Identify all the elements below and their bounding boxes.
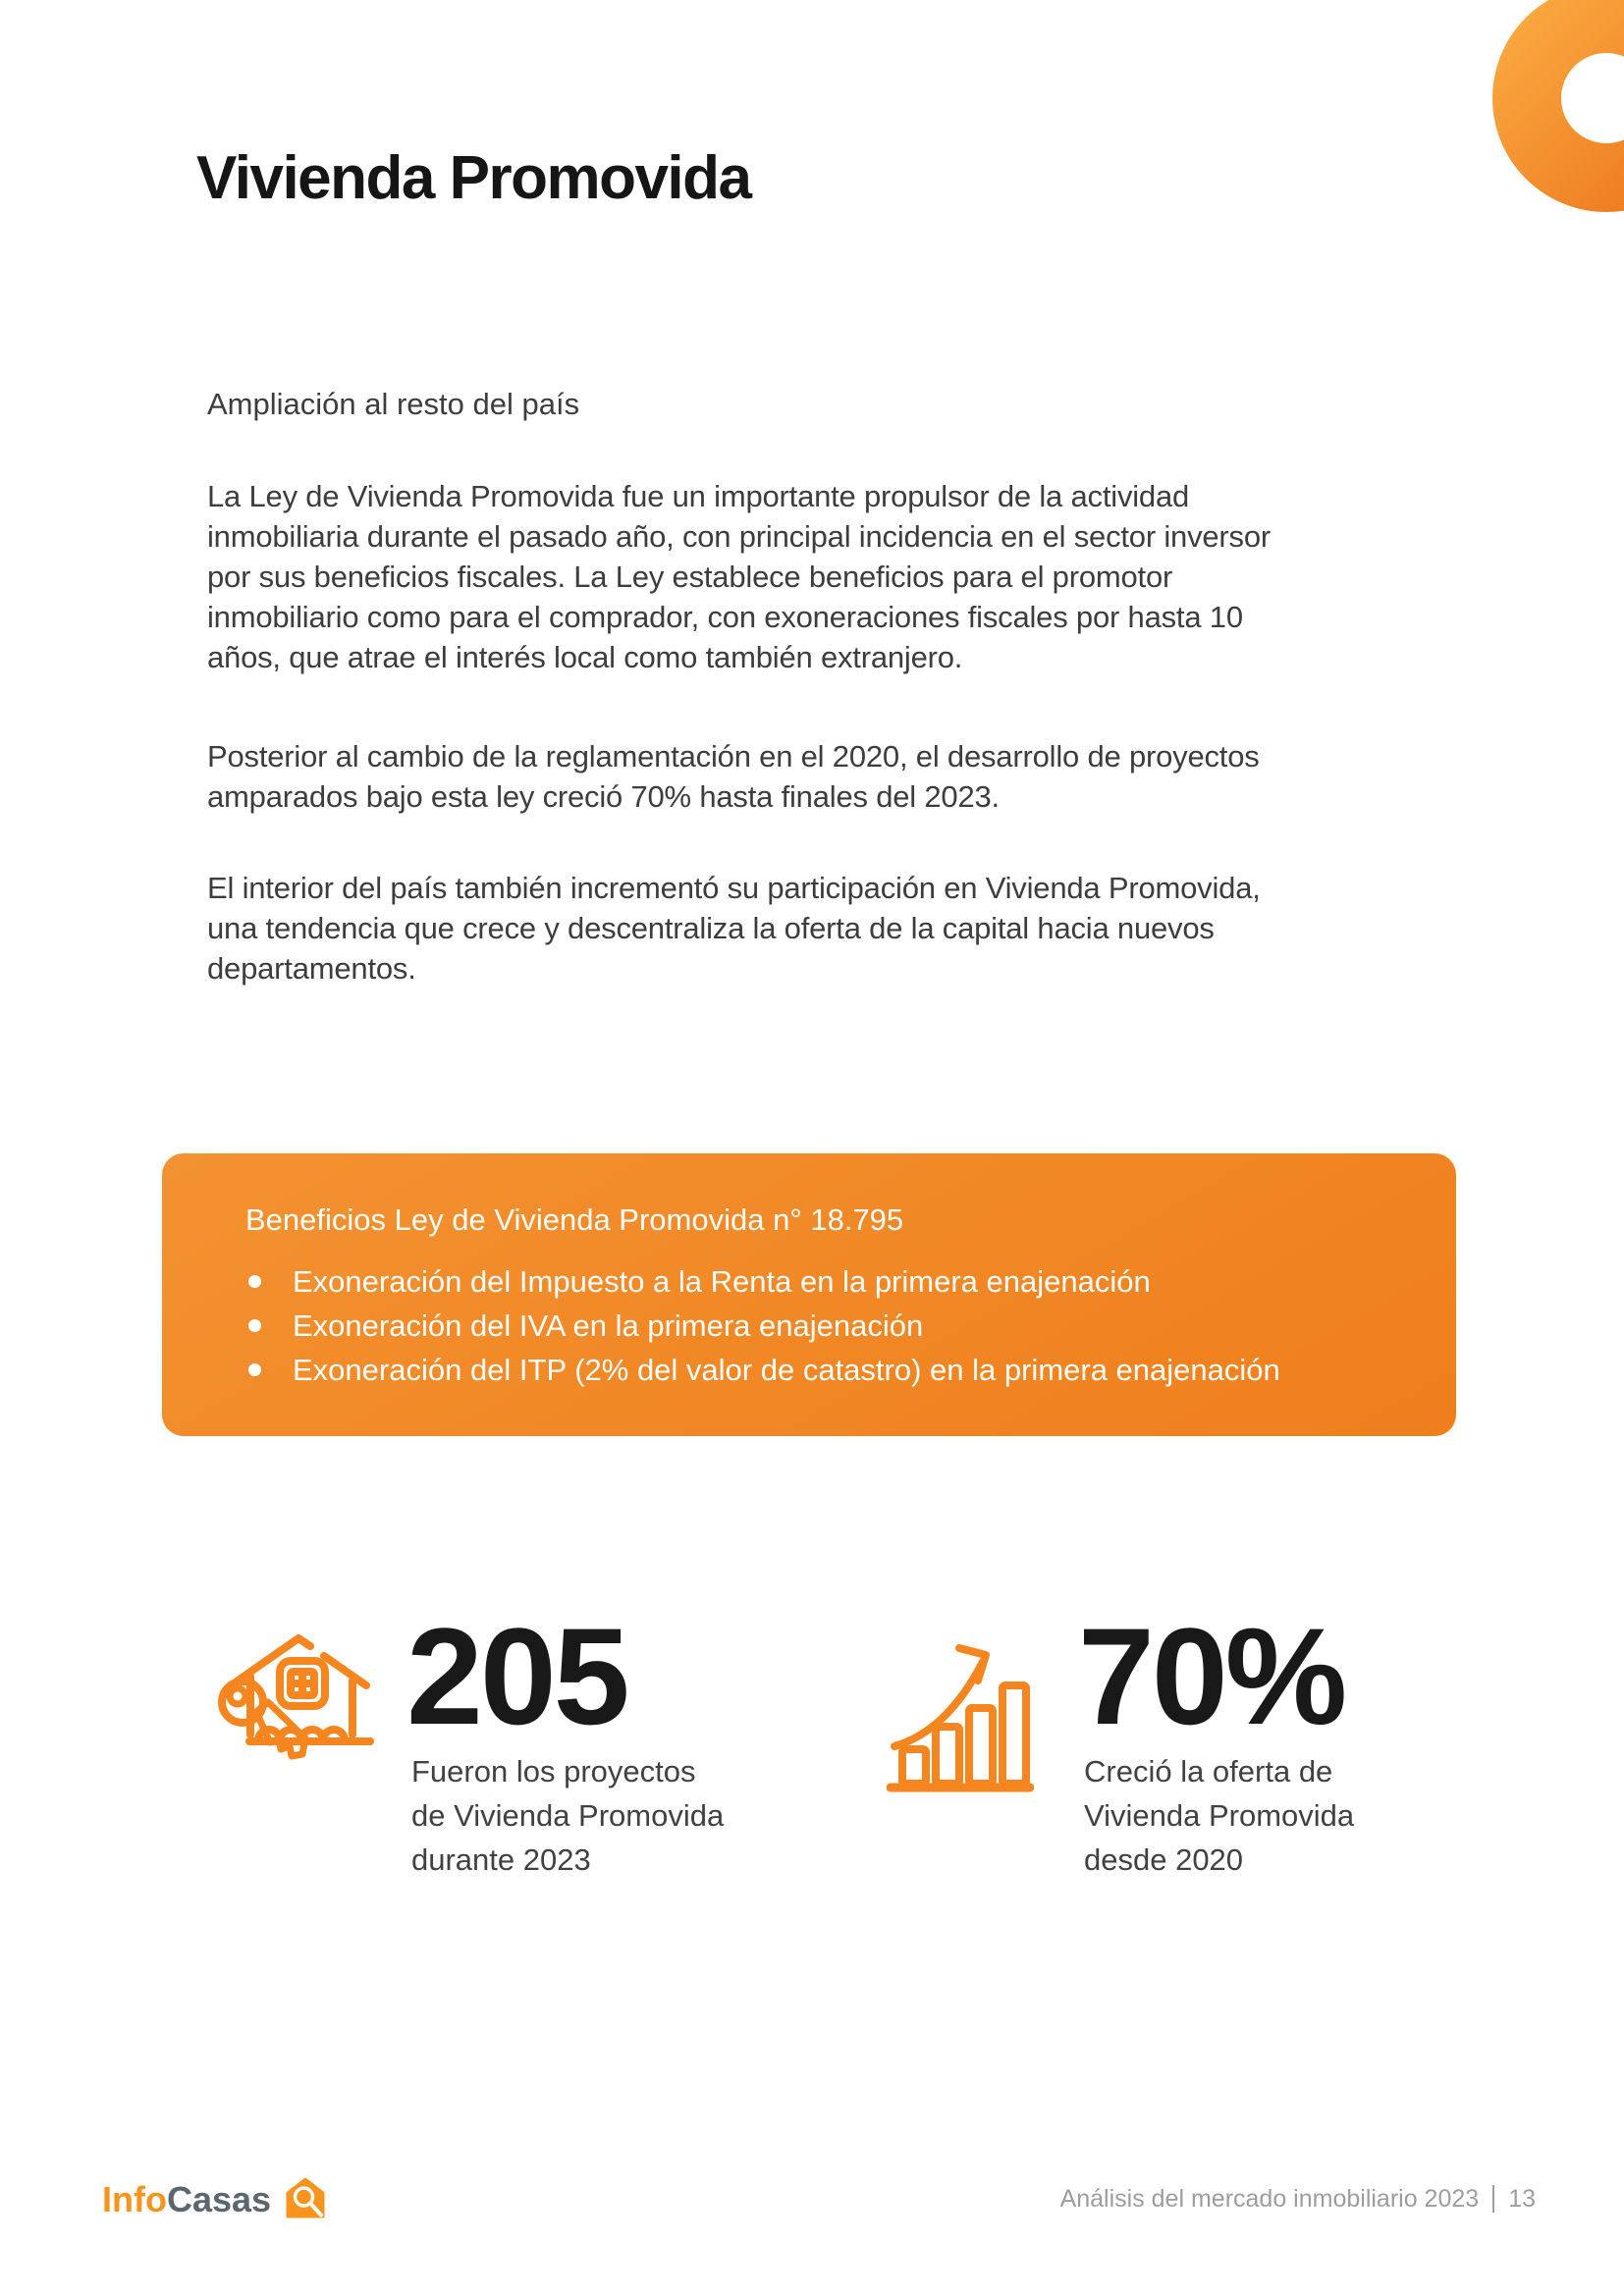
benefit-item-label: Exoneración del IVA en la primera enajenación [293, 1308, 924, 1343]
stat-caption-projects [411, 1749, 724, 1882]
stat-caption-line: de Vivienda Promovida [411, 1798, 725, 1833]
paragraph [207, 868, 1261, 988]
paragraph-line: La Ley de Vivienda Promovida fue un importante propulsor de la actividad [207, 479, 1190, 513]
footer-page-info [1060, 2185, 1536, 2214]
paragraph-line: una tendencia que crece y descentraliza la oferta de la capital hacia nuevos [207, 911, 1215, 945]
benefit-item [248, 1348, 1280, 1392]
stat-value-growth: 70% [1078, 1599, 1345, 1753]
benefit-item-label: Exoneración del Impuesto a la Renta en la primera enajenación [293, 1264, 1151, 1299]
report-name: Análisis del mercado inmobiliario 2023 [1059, 2185, 1480, 2213]
paragraph-line: inmobiliaria durante el pasado año, con principal incidencia en el sector inversor [207, 519, 1272, 554]
stat-caption-line: Fueron los proyectos [411, 1754, 696, 1789]
bullet-dot-icon [248, 1363, 261, 1376]
logo-text-casas: Casas [166, 2179, 272, 2219]
paragraph-line: por sus beneficios fiscales. La Ley establece beneficios para el promotor [207, 560, 1173, 594]
growth-chart-icon [887, 1621, 1034, 1795]
infocasas-logo [102, 2177, 325, 2220]
footer-divider [1492, 2185, 1494, 2213]
stat-caption-line: desde 2020 [1084, 1842, 1244, 1877]
benefits-box [162, 1153, 1456, 1436]
benefit-item [248, 1259, 1280, 1304]
stat-caption-line: Vivienda Promovida [1084, 1798, 1355, 1833]
corner-ring-decoration [1492, 0, 1624, 220]
paragraph-line: departamentos. [207, 951, 416, 986]
benefits-heading: Beneficios Ley de Vivienda Promovida n° 18.795 [245, 1202, 904, 1237]
paragraph-line: El interior del país también incrementó su participación en Vivienda Promovida, [207, 871, 1261, 905]
benefit-item [248, 1304, 1280, 1348]
stat-caption-line: durante 2023 [411, 1842, 591, 1877]
stat-caption-line: Creció la oferta de [1084, 1754, 1333, 1789]
house-keys-icon [217, 1620, 380, 1777]
paragraph-line: Posterior al cambio de la reglamentación en el 2020, el desarrollo de proyectos [207, 739, 1260, 774]
stat-value-projects: 205 [406, 1599, 627, 1753]
section-subtitle: Ampliación al resto del país [207, 387, 580, 421]
logo-text-info: Info [102, 2179, 167, 2219]
benefit-item-label: Exoneración del ITP (2% del valor de catastro) en la primera enajenación [293, 1353, 1280, 1387]
stat-caption-growth [1084, 1749, 1354, 1882]
page-title: Vivienda Promovida [196, 144, 751, 212]
paragraph-line: amparados bajo esta ley creció 70% hasta finales del 2023. [207, 779, 1000, 814]
benefits-list [248, 1259, 1280, 1392]
page-number: 13 [1508, 2185, 1536, 2213]
paragraph [207, 476, 1271, 677]
paragraph [207, 736, 1260, 817]
bullet-dot-icon [248, 1275, 261, 1288]
paragraph-line: inmobiliario como para el comprador, con exoneraciones fiscales por hasta 10 [207, 600, 1243, 634]
house-search-icon [286, 2177, 325, 2218]
paragraph-line: años, que atrae el interés local como también extranjero. [207, 640, 963, 674]
bullet-dot-icon [248, 1319, 261, 1332]
